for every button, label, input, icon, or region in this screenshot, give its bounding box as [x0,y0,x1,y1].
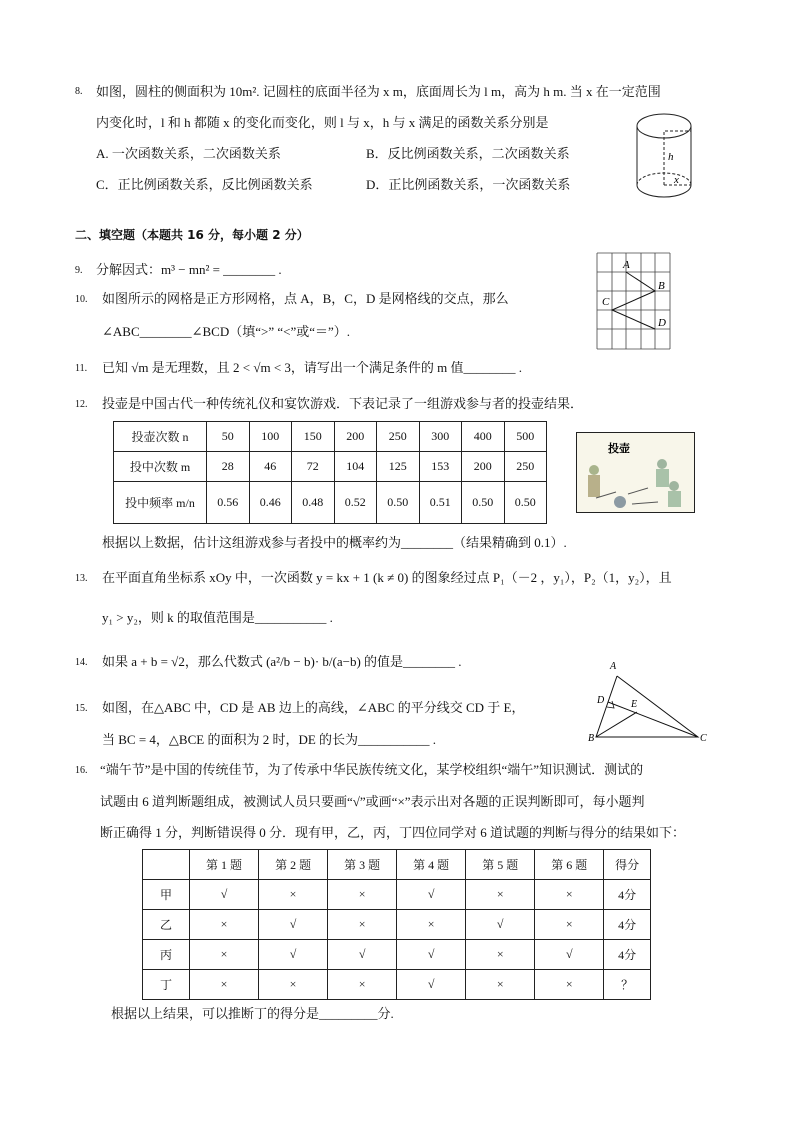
header-cell: 第 3 题 [328,850,397,880]
cell: 0.51 [419,482,462,524]
table-header-row [143,850,651,880]
row-label: 投壶次数 n [114,422,207,452]
cell: 4分 [604,910,651,940]
q8-line1: 如图，圆柱的侧面积为 10m². 记圆柱的底面半径为 x m，底面周长为 l m，高为 h m. 当 x 在一定范围 [96,84,661,99]
fig-label-x: x [674,174,679,186]
cell: 250 [377,422,420,452]
q11-number: 11. [75,363,88,374]
cell: 丁 [143,970,190,1000]
q10-number: 10. [75,294,88,305]
cylinder-figure [628,110,704,206]
q15-number: 15. [75,703,88,714]
q12-line1: 投壶是中国古代一种传统礼仪和宴饮游戏．下表记录了一组游戏参与者的投壶结果． [102,396,584,411]
cell: √ [190,880,259,910]
cell: √ [259,940,328,970]
cell: 150 [292,422,335,452]
table-row [114,452,547,482]
cell: 153 [419,452,462,482]
header-cell: 第 6 题 [535,850,604,880]
q8-option-b: B．反比例函数关系，二次函数关系 [366,146,570,161]
cell: × [466,970,535,1000]
cell: 50 [207,422,250,452]
cell: 250 [504,452,547,482]
cell: √ [397,970,466,1000]
triangle-figure [588,655,713,745]
cell: × [535,910,604,940]
tri-label-b: B [588,733,595,744]
cell: 200 [334,422,377,452]
cell: √ [535,940,604,970]
cell: 甲 [143,880,190,910]
cell: √ [397,940,466,970]
q8-option-c: C．正比例函数关系，反比例函数关系 [96,177,313,192]
cell: ？ [604,970,651,1000]
q11-text: 已知 √m 是无理数，且 2 < √m < 3，请写出一个满足条件的 m 值________ . [102,360,523,375]
cell: √ [397,880,466,910]
grid-label-a: A [623,259,630,271]
q15-line1: 如图，在△ABC 中，CD 是 AB 边上的高线，∠ABC 的平分线交 CD 于 E， [102,700,525,715]
header-cell: 第 4 题 [397,850,466,880]
cell: 100 [249,422,292,452]
cell: 4分 [604,940,651,970]
q10-line1: 如图所示的网格是正方形网格，点 A，B，C，D 是网格线的交点，那么 [102,291,509,306]
q16-line1: “端午节”是中国的传统佳节，为了传承中华民族传统文化，某学校组织“端午”知识测试．测试的 [100,762,644,777]
q16-line4: 根据以上结果，可以推断丁的得分是_________分. [111,1006,394,1021]
cell: √ [259,910,328,940]
header-cell: 得分 [604,850,651,880]
cell: × [328,880,397,910]
cell: 0.56 [207,482,250,524]
q8-option-d: D．正比例函数关系，一次函数关系 [366,177,571,192]
cell: 丙 [143,940,190,970]
cell: × [466,940,535,970]
q14-number: 14. [75,657,88,668]
grid-label-d: D [658,317,666,329]
q15-line2: 当 BC = 4，△BCE 的面积为 2 时，DE 的长为___________ . [102,732,437,747]
table-row [143,940,651,970]
q9-number: 9. [75,265,83,276]
cell: 72 [292,452,335,482]
row-label: 投中频率 m/n [114,482,207,524]
tri-label-c: C [700,733,707,744]
header-cell [143,850,190,880]
cell: 500 [504,422,547,452]
cell: × [535,880,604,910]
cell: 28 [207,452,250,482]
q16-line3: 断正确得 1 分，判断错误得 0 分．现有甲，乙，丙，丁四位同学对 6 道试题的判断与得分的结果如下： [100,825,686,840]
table-row [143,970,651,1000]
cell: 46 [249,452,292,482]
toss-table [113,421,547,524]
table-row [114,422,547,452]
header-cell: 第 5 题 [466,850,535,880]
fig-label-h: h [668,151,674,163]
cell: × [535,970,604,1000]
cell: × [190,940,259,970]
cell: 0.50 [462,482,505,524]
grid-label-c: C [602,296,610,308]
cell: × [466,880,535,910]
q10-line2: ∠ABC________∠BCD（填“>” “<”或“＝”）. [102,324,351,339]
grid-label-b: B [658,280,665,292]
cell: 200 [462,452,505,482]
cell: × [259,880,328,910]
cell: 0.52 [334,482,377,524]
header-cell: 第 1 题 [190,850,259,880]
cell: × [397,910,466,940]
cell: × [328,970,397,1000]
q8-option-a: A. 一次函数关系，二次函数关系 [96,146,281,161]
cell: √ [328,940,397,970]
q16-number: 16. [75,765,88,776]
touhu-illustration [576,432,696,514]
cell: 乙 [143,910,190,940]
cell: 125 [377,452,420,482]
table-row [143,880,651,910]
row-label: 投中次数 m [114,452,207,482]
q9-text: 分解因式：m³ − mn² = ________ . [96,262,282,277]
q12-line2: 根据以上数据，估计这组游戏参与者投中的概率约为________（结果精确到 0.1）. [102,535,567,550]
table-row [143,910,651,940]
cell: × [259,970,328,1000]
q13-line2: y₁ > y₂，则 k 的取值范围是___________ . [102,610,333,625]
section-title: 二、填空题（本题共 16 分，每小题 2 分） [75,228,309,242]
tri-label-a: A [610,661,617,672]
tri-label-d: D [597,695,605,706]
cell: 400 [462,422,505,452]
cell: × [328,910,397,940]
cell: 300 [419,422,462,452]
q14-text: 如果 a + b = √2，那么代数式 (a²/b − b)· b/(a−b) 的值是________ . [102,654,462,669]
cell: 0.46 [249,482,292,524]
cell: 0.48 [292,482,335,524]
cell: √ [466,910,535,940]
q8-line2: 内变化时，l 和 h 都随 x 的变化而变化，则 l 与 x，h 与 x 满足的函数关系分别是 [96,115,549,130]
cell: × [190,910,259,940]
q16-line2: 试题由 6 道判断题组成，被测试人员只要画“√”或画“×”表示出对各题的正误判断即可，每小题判 [100,794,645,809]
cell: 4分 [604,880,651,910]
grid-figure [596,252,686,352]
cell: 0.50 [377,482,420,524]
q13-number: 13. [75,573,88,584]
table-row [114,482,547,524]
judgement-table [142,849,651,1000]
cell: 0.50 [504,482,547,524]
q8-number: 8. [75,86,83,97]
q13-line1: 在平面直角坐标系 xOy 中，一次函数 y = kx + 1 (k ≠ 0) 的图象经过点 P₁（－2 ，y₁），P₂（1，y₂），且 [102,570,672,585]
illustration-caption: 投壶 [608,443,630,455]
tri-label-e: E [631,699,638,710]
q12-number: 12. [75,399,88,410]
cell: 104 [334,452,377,482]
header-cell: 第 2 题 [259,850,328,880]
cell: × [190,970,259,1000]
